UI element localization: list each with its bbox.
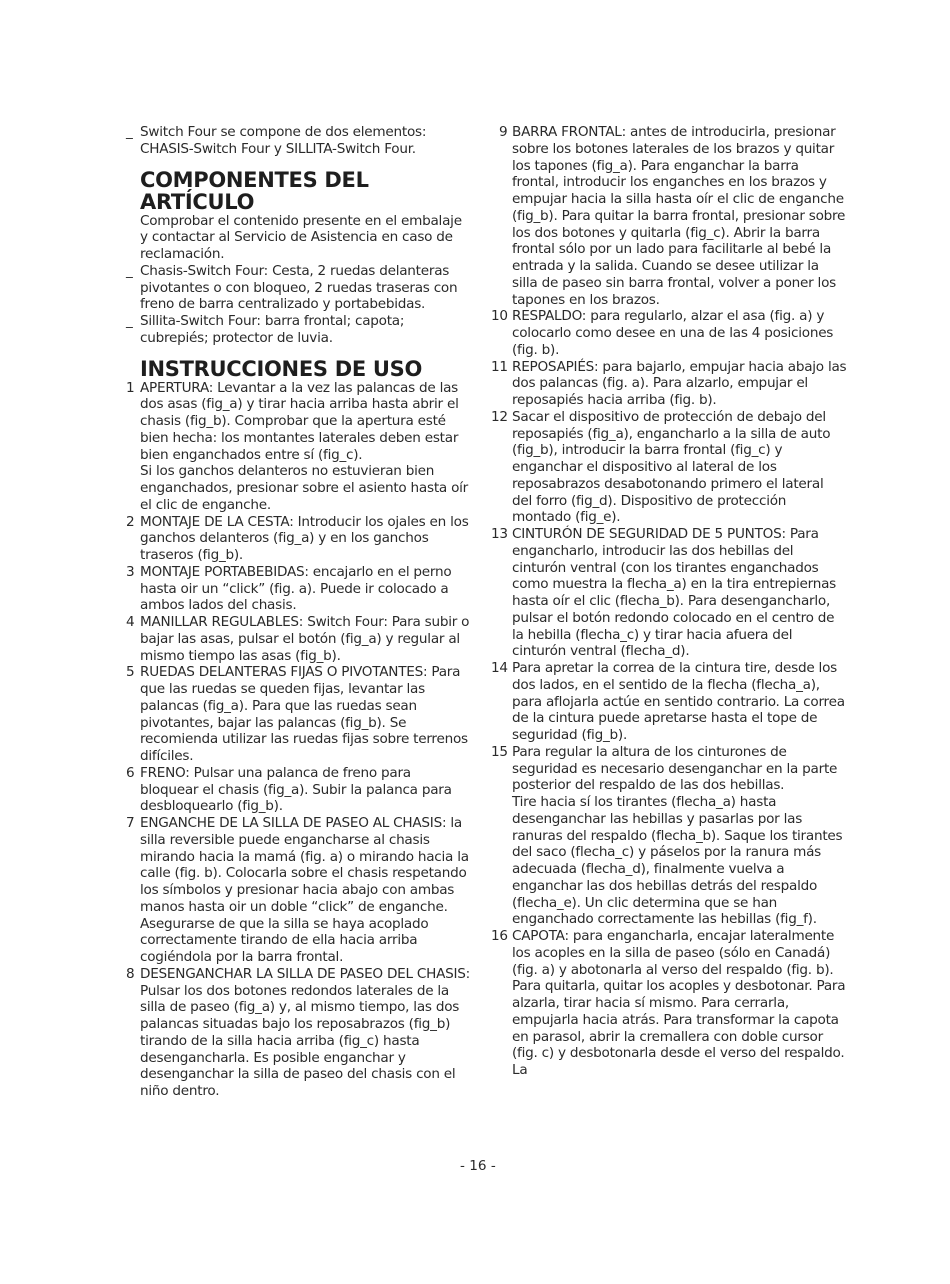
- item-number: 10: [491, 308, 508, 325]
- item-number: 6: [126, 764, 135, 781]
- item-text: MONTAJE PORTABEBIDAS: encajarlo en el perno hasta oir un “click” (fig. a). Puede ir colocado a ambos lados del chasis.: [140, 563, 452, 614]
- instruction-item-14: [491, 660, 847, 744]
- item-number: 14: [491, 660, 508, 676]
- item-number: 5: [126, 664, 135, 681]
- intro-bullet: [126, 124, 471, 158]
- page-number: - 16 -: [460, 1158, 496, 1174]
- item-number: 9: [499, 124, 508, 140]
- item-text: ENGANCHE DE LA SILLA DE PASEO AL CHASIS: la silla reversible puede engancharse al chasis mirando hacia la mamá (fig. a) o mirando hacia la calle (fig. b). Colocarla sobre el chasis respetando los símbolos y presionar hacia abajo con ambas manos hasta oir un doble “click” de enganche. Asegurarse de que la silla se haya acoplado correctamente tirando de ella hacia arriba cogiéndola por la barra frontal.: [140, 815, 469, 965]
- item-number: 15: [491, 743, 508, 760]
- item-text: APERTURA: Levantar a la vez las palancas de las dos asas (fig_a) y tirar hacia arriba hasta abrir el chasis (fig_b). Comprobar que la apertura esté bien hecha: los montantes laterales deben estar bien enganchados entre sí (fig_c).: [140, 379, 459, 463]
- item-number: 16: [491, 928, 508, 944]
- instruction-item-9: [491, 124, 847, 308]
- instruction-item-6: [126, 765, 471, 815]
- item-number: 7: [126, 815, 135, 831]
- components-heading: [126, 169, 471, 213]
- right-column: [491, 124, 847, 1079]
- bullet-marker: _: [126, 124, 133, 140]
- item-text: RUEDAS DELANTERAS FIJAS O PIVOTANTES: Para que las ruedas se queden fijas, levantar las palancas (fig_a). Para que las ruedas sean pivotantes, bajar las palancas (fig_b). Se recomienda utilizar las ruedas fijas sobre terrenos difíciles.: [140, 664, 468, 764]
- item-text: FRENO: Pulsar una palanca de freno para bloquear el chasis (fig_a). Subir la palanca para desbloquearlo (fig_b).: [140, 764, 452, 815]
- instruction-item-4: [126, 614, 471, 664]
- item-text: Sacar el dispositivo de protección de debajo del reposapiés (fig_a), engancharlo a la silla de auto (fig_b), introducir la barra frontal (fig_c) y enganchar el dispositivo al lateral de los reposabrazos desabotonando primero el lateral del forro (fig_d). Dispositivo de protección montado (fig_e).: [512, 408, 831, 526]
- instruction-item-7: [126, 815, 471, 966]
- instruction-item-10: [491, 308, 847, 358]
- instruction-item-2: [126, 514, 471, 564]
- item-text: MONTAJE DE LA CESTA: Introducir los ojales en los ganchos delanteros (fig_a) y en los ganchos traseros (fig_b).: [140, 513, 469, 563]
- bullet-marker: _: [126, 313, 133, 329]
- bullet-text: Chasis-Switch Four: Cesta, 2 ruedas delanteras pivotantes o con bloqueo, 2 ruedas traseras con freno de barra centralizado y portabebidas.: [140, 262, 458, 313]
- instruction-item-16: [491, 928, 847, 1079]
- components-bullet: [126, 263, 471, 313]
- components-bullet: [126, 313, 471, 347]
- item-number: 12: [491, 408, 508, 425]
- instruction-item-5: [126, 664, 471, 765]
- instructions-heading: INSTRUCCIONES DE USO: [140, 356, 423, 381]
- instruction-item-3: [126, 564, 471, 614]
- item-number: 1: [126, 379, 135, 396]
- item-text: DESENGANCHAR LA SILLA DE PASEO DEL CHASIS: Pulsar los dos botones redondos laterales de la silla de paseo (fig_a) y, al mismo tiempo, las dos palancas situadas bajo los reposabrazos (fig_b) tirando de la silla hacia arriba (fig_c) hasta desengancharla. Es posible enganchar y desenganchar la silla de paseo del chasis con el niño dentro.: [140, 965, 471, 1099]
- item-extra-text: Tire hacia sí los tirantes (flecha_a) hasta desenganchar las hebillas y pasarlas por las ranuras del respaldo (flecha_b). Saque los tirantes del saco (flecha_c) y páselos por la ranura más adecuada (flecha_d), finalmente vuelva a enganchar las dos hebillas detrás del respaldo (flecha_e). Un clic determina que se han enganchado correctamente las hebillas (fig_f).: [512, 794, 843, 928]
- item-number: 2: [126, 513, 135, 530]
- bullet-text: Sillita-Switch Four: barra frontal; capota; cubrepiés; protector de luvia.: [140, 313, 405, 346]
- instruction-item-1: [126, 380, 471, 514]
- item-number: 8: [126, 965, 135, 982]
- item-text: REPOSAPIÉS: para bajarlo, empujar hacia abajo las dos palancas (fig. a). Para alzarlo, empujar el reposapiés hacia arriba (fig. b).: [512, 358, 847, 408]
- item-number: 11: [491, 358, 508, 375]
- item-text: BARRA FRONTAL: antes de introducirla, presionar sobre los botones laterales de los brazos y quitar los tapones (fig_a). Para enganchar la barra frontal, introducir los enganches en los brazos y empujar hacia la silla hasta oír el clic de enganche (fig_b). Para quitar la barra frontal, presionar sobre los dos botones y quitarla (fig_c). Abrir la barra frontal sólo por un lado para facilitarle al bebé la entrada y la salida. Cuando se desee utilizar la silla de paseo sin barra frontal, volver a poner los tapones en los brazos.: [512, 124, 846, 308]
- instruction-item-12: [491, 409, 847, 526]
- components-heading-line1: COMPONENTES DEL: [140, 167, 369, 192]
- instruction-item-8: [126, 966, 471, 1100]
- instruction-item-11: [491, 359, 847, 409]
- left-column: [126, 124, 471, 1100]
- components-heading-line2: ARTÍCULO: [140, 189, 255, 214]
- item-text: RESPALDO: para regularlo, alzar el asa (fig. a) y colocarlo como desee en una de las 4 posiciones (fig. b).: [512, 308, 834, 358]
- item-text: MANILLAR REGULABLES: Switch Four: Para subir o bajar las asas, pulsar el botón (fig_a) y regular al mismo tiempo las asas (fig_b).: [140, 614, 470, 664]
- item-text: CINTURÓN DE SEGURIDAD DE 5 PUNTOS: Para engancharlo, introducir las dos hebillas del cinturón ventral (con los tirantes enganchados como muestra la flecha_a) en la tira entrepiernas hasta oír el clic (flecha_b). Para desengancharlo, pulsar el botón redondo colocado en el centro de la hebilla (flecha_c) y tirar hacia afuera del cinturón ventral (flecha_d).: [512, 526, 837, 660]
- item-text: CAPOTA: para engancharla, encajar lateralmente los acoples en la silla de paseo (sólo en Canadá) (fig. a) y abotonarla al verso del respaldo (fig. b). Para quitarla, quitar los acoples y desbotonar. Para alzarla, tirar hacia sí mismo. Para cerrarla, empujarla hacia atrás. Para transformar la capota en parasol, abrir la cremallera con doble cursor (fig. c) y desbotonarla desde el verso del respaldo. La: [512, 928, 846, 1078]
- intro-text: Switch Four se compone de dos elementos: CHASIS-Switch Four y SILLITA-Switch Four.: [140, 124, 427, 157]
- item-number: 13: [491, 526, 508, 542]
- components-intro: Comprobar el contenido presente en el embalaje y contactar al Servicio de Asistencia en caso de reclamación.: [140, 212, 462, 262]
- item-text: Para regular la altura de los cinturones de seguridad es necesario desenganchar en la parte posterior del respaldo de las dos hebillas.: [512, 743, 838, 794]
- instruction-item-15: [491, 744, 847, 928]
- bullet-marker: _: [126, 262, 133, 279]
- item-text: Para apretar la correa de la cintura tire, desde los dos lados, en el sentido de la flecha (flecha_a), para aflojarla actúe en sentido contrario. La correa de la cintura puede apretarse hasta el tope de seguridad (fig_b).: [512, 660, 845, 743]
- instruction-item-13: [491, 526, 847, 660]
- item-extra-text: Si los ganchos delanteros no estuvieran bien enganchados, presionar sobre el asiento hasta oír el clic de enganche.: [140, 463, 468, 513]
- item-number: 4: [126, 614, 135, 630]
- item-number: 3: [126, 563, 135, 580]
